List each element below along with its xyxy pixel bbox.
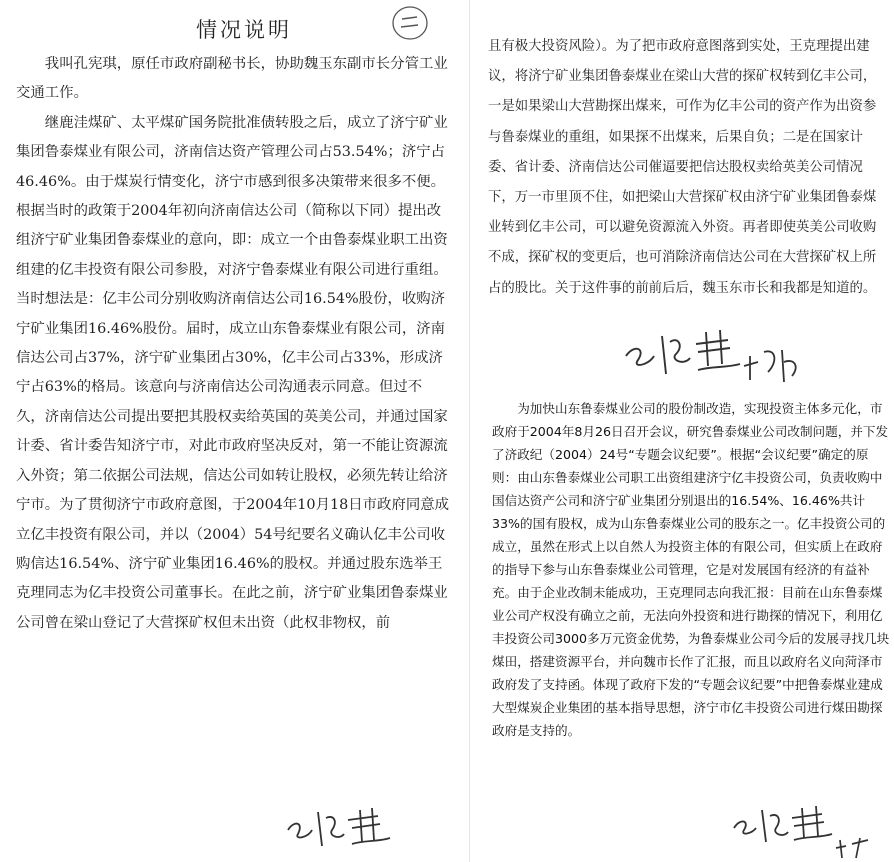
- handwritten-circled-mark: [388, 2, 432, 44]
- document-title: 情况说明: [196, 18, 292, 42]
- handwritten-signature-upper: [618, 322, 808, 392]
- handwritten-signature-lower: [728, 800, 878, 862]
- left-body-text: [16, 50, 450, 638]
- paragraph-intro: 我叫孔宪琪，原任市政府副秘书长，协助魏玉东副市长分管工业交通工作。: [16, 56, 448, 102]
- handwritten-signature: [282, 800, 412, 852]
- paragraph-main: 继鹿洼煤矿、太平煤矿国务院批准债转股之后，成立了济宁矿业集团鲁泰煤业有限公司，济南信达资产管理公司占53.54%；济宁占46.46%。由于煤炭行情变化，济宁市感到很多决策带来很多不便。根据当时的政策于2004年初向济南信达公司（简称以下同）提出改组济宁矿业集团鲁泰煤业的意向，即：成立一个由鲁泰煤业职工出资组建的亿丰投资有限公司参股，对济宁鲁泰煤业有限公司进行重组。当时想法是：亿丰公司分别收购济南信达公司16.54%股份，收购济宁矿业集团16.46%股份。届时，成立山东鲁泰煤业有限公司，济南信达公司占37%，济宁矿业集团占30%，亿丰公司占33%，形成济宁占63%的格局。该意向与济南信达公司沟通表示同意。但过不久，济南信达公司提出要把其股权卖给英国的英美公司，并通过国家计委、省计委告知济宁市，对此市政府坚决反对，第一不能让资源流入外资；第二依据公司法规，信达公司如转让股权，必须先转让给济宁市。为了贯彻济宁市政府意图，于2004年10月18日市政府同意成立亿丰投资有限公司，并以（2004）54号纪要名义确认亿丰公司收购信达16.54%、济宁矿业集团16.46%的股权。并通过股东选举王克理同志为亿丰投资公司董事长。在此之前，济宁矿业集团鲁泰煤业公司曾在梁山登记了大营探矿权但未出资（此权非物权，前: [16, 114, 450, 631]
- right-upper-text: 且有极大投资风险）。为了把市政府意图落到实处，王克理提出建议，将济宁矿业集团鲁泰煤业在梁山大营的探矿权转到亿丰公司，一是如果梁山大营勘探出煤来，可作为亿丰公司的资产作为出资参与鲁泰煤业的重组，如果探不出煤来，后果自负；二是在国家计委、省计委、济南信达公司催逼要把信达股权卖给英美公司情况下，万一市里顶不住，如把梁山大营探矿权由济宁矿业集团鲁泰煤业转到亿丰公司，可以避免资源流入外资。再者即使英美公司收购不成，探矿权的变更后，也可消除济南信达公司在大营探矿权上所占的股比。关于这件事的前前后后，魏玉东市长和我都是知道的。: [488, 39, 877, 296]
- right-document-page: [470, 0, 894, 862]
- right-lower-text: 为加快山东鲁泰煤业公司的股份制改造，实现投资主体多元化，市政府于2004年8月26日召开会议，研究鲁泰煤业公司改制问题，并下发了济政纪（2004）24号“专题会议纪要”。根据“会议纪要”确定的原则：由山东鲁泰煤业公司职工出资组建济宁亿丰投资公司，负责收购中国信达资产公司和济宁矿业集团分别退出的16.54%、16.46%共计33%的国有股权，成为山东鲁泰煤业公司的股东之一。亿丰投资公司的成立，虽然在形式上以自然人为投资主体的有限公司，但实质上在政府的指导下参与山东鲁泰煤业公司管理，它是对发展国有经济的有益补充。由于企业改制未能成功，王克理同志向我汇报：目前在山东鲁泰煤业公司产权没有确立之前，无法向外投资和进行勘探的情况下，利用亿丰投资公司3000多万元资金优势，为鲁泰煤业公司今后的发展寻找几块煤田，搭建资源平台，并向魏市长作了汇报，而且以政府名义向菏泽市政府发了支持函。体现了政府下发的“专题会议纪要”中把鲁泰煤业建成大型煤炭企业集团的基本指导思想，济宁市亿丰投资公司进行煤田勘探政府是支持的。: [492, 401, 890, 738]
